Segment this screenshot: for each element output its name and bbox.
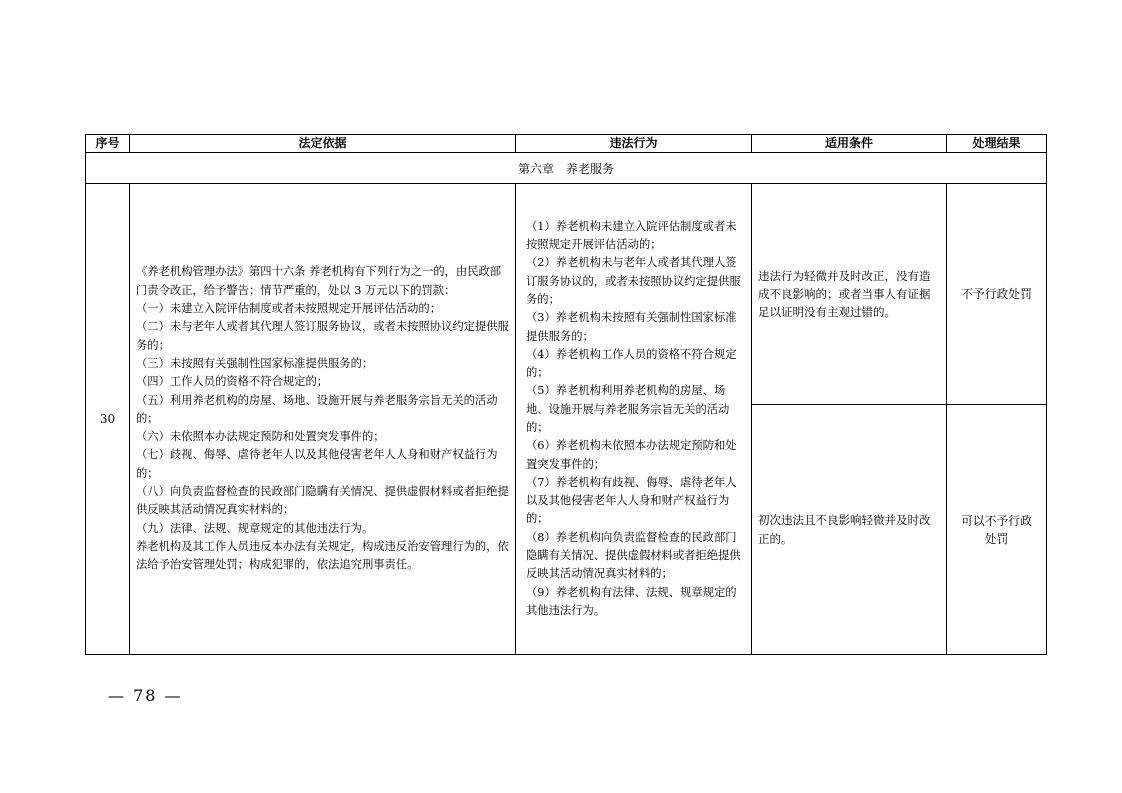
result-cell: 不予行政处罚 (947, 184, 1047, 405)
condition-cell: 初次违法且不良影响轻微并及时改正的。 (752, 405, 947, 655)
header-number: 序号 (86, 135, 130, 153)
violation-item: （2）养老机构未与老年人或者其代理人签订服务协议的，或者未按照协议约定提供服务的； (526, 256, 741, 306)
legal-basis-item: （三）未按照有关强制性国家标准提供服务的； (136, 356, 374, 370)
violation-item: （6）养老机构未依照本办法规定预防和处置突发事件的； (526, 439, 737, 471)
condition-cell: 违法行为轻微并及时改正，没有造成不良影响的；或者当事人有证据足以证明没有主观过错的。 (752, 184, 947, 405)
violation-item: （7）养老机构有歧视、侮辱、虐待老年人以及其他侵害老年人人身和财产权益行为的； (526, 475, 737, 526)
legal-basis-item: （四）工作人员的资格不符合规定的； (136, 375, 329, 389)
row-number: 30 (86, 184, 130, 655)
violation-item: （1）养老机构未建立入院评估制度或者未按照规定开展评估活动的； (526, 219, 737, 252)
header-result: 处理结果 (947, 135, 1047, 153)
legal-basis-item: （七）歧视、侮辱、虐待老年人以及其他侵害老年人人身和财产权益行为的； (136, 448, 498, 480)
legal-basis-item: （二）未与老年人或者其代理人签订服务协议，或者未按照协议约定提供服务的； (136, 320, 509, 352)
result-cell: 可以不予行政处罚 (947, 405, 1047, 655)
violation-item: （9）养老机构有法律、法规、规章规定的其他违法行为。 (526, 585, 737, 617)
violation-cell (516, 184, 752, 655)
table-row (86, 184, 1047, 405)
legal-basis-cell (130, 184, 516, 655)
header-violation: 违法行为 (516, 135, 752, 153)
chapter-row (86, 153, 1047, 184)
page-number: — 78 — (108, 686, 183, 705)
header-legal-basis: 法定依据 (130, 135, 516, 153)
legal-basis-item: （八）向负责监督检查的民政部门隐瞒有关情况、提供虚假材料或者拒绝提供反映其活动情况真实材料的； (136, 485, 509, 517)
legal-basis-closing: 养老机构及其工作人员违反本办法有关规定，构成违反治安管理行为的，依法给予治安管理处罚；构成犯罪的，依法追究刑事责任。 (136, 539, 509, 572)
legal-basis-item: （一）未建立入院评估制度或者未按照规定开展评估活动的； (136, 302, 442, 316)
violation-item: （5）养老机构利用养老机构的房屋、场地、设施开展与养老服务宗旨无关的活动的； (526, 384, 730, 434)
legal-basis-intro: 《养老机构管理办法》第四十六条 养老机构有下列行为之一的，由民政部门责令改正，给予警告；情节严重的，处以 3 万元以下的罚款： (136, 265, 502, 297)
legal-basis-item: （五）利用养老机构的房屋、场地、设施开展与养老服务宗旨无关的活动的； (136, 393, 498, 425)
violation-item: （4）养老机构工作人员的资格不符合规定的； (526, 347, 737, 380)
legal-basis-item: （九）法律、法规、规章规定的其他违法行为。 (136, 521, 374, 535)
header-row (86, 135, 1047, 153)
document-sheet (85, 134, 1046, 655)
violation-item: （3）养老机构未按照有关强制性国家标准提供服务的； (526, 311, 737, 343)
chapter-title: 第六章 养老服务 (86, 153, 1047, 184)
legal-basis-item: （六）未依照本办法规定预防和处置突发事件的； (136, 430, 385, 444)
header-conditions: 适用条件 (752, 135, 947, 153)
penalty-table (85, 134, 1047, 655)
violation-item: （8）养老机构向负责监督检查的民政部门隐瞒有关情况、提供虚假材料或者拒绝提供反映其活动情况真实材料的； (526, 530, 741, 581)
